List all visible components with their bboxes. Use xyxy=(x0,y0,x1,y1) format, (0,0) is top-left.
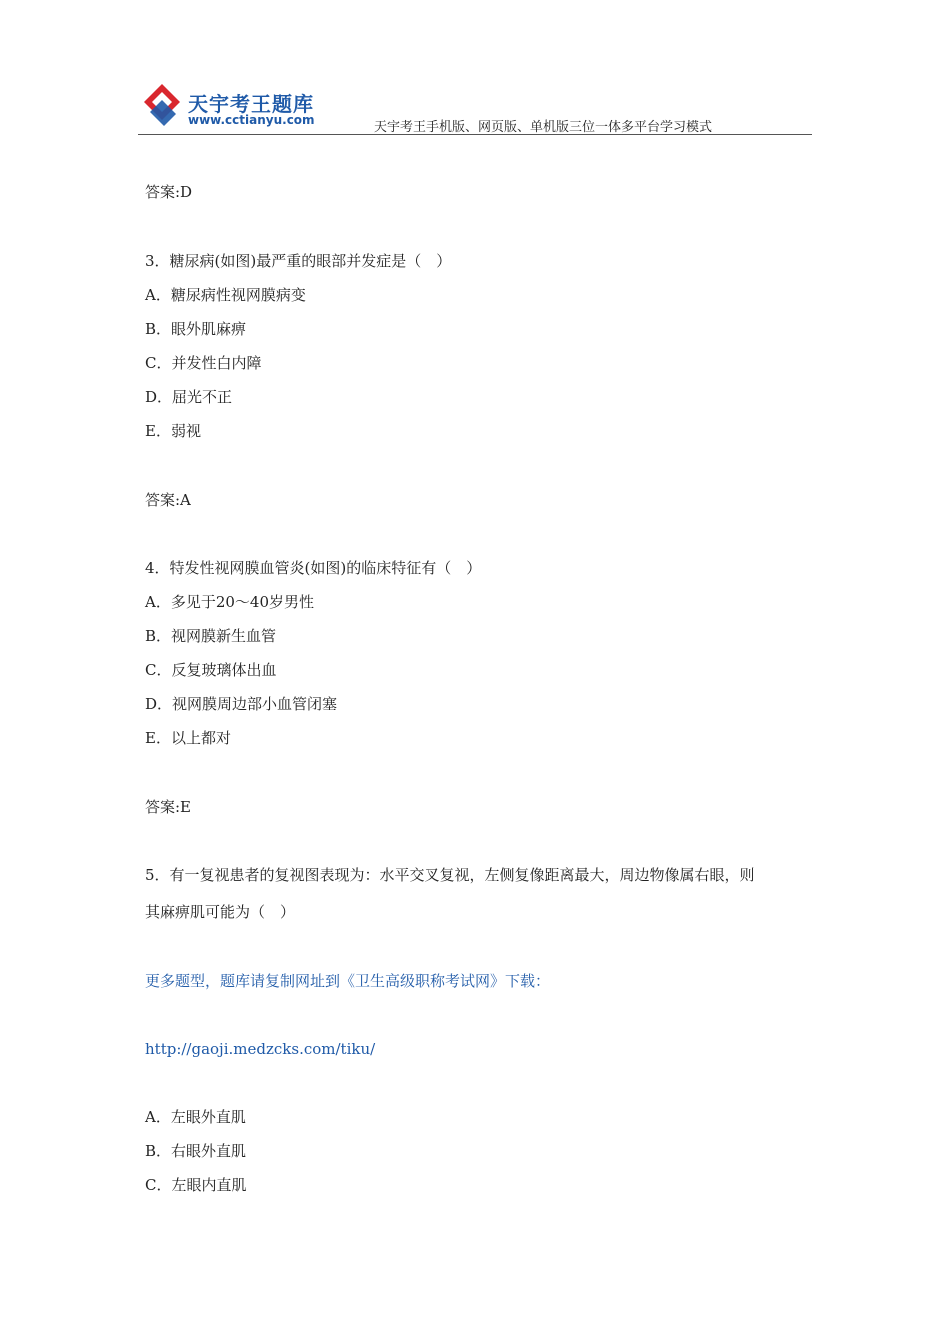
logo-url: www.cctianyu.com xyxy=(188,113,315,127)
q4-option-c: C．反复玻璃体出血 xyxy=(145,661,277,679)
q3-option-d: D．屈光不正 xyxy=(145,388,233,406)
answer-q4: 答案:E xyxy=(145,798,192,816)
q4-option-a: A．多见于20～40岁男性 xyxy=(145,593,315,611)
logo-icon xyxy=(142,82,182,128)
promo-text: 更多题型，题库请复制网址到《卫生高级职称考试网》下载： xyxy=(145,972,551,990)
q4-option-b: B．视网膜新生血管 xyxy=(145,627,277,645)
question-3-stem: 3．糖尿病(如图)最严重的眼部并发症是（ ） xyxy=(145,252,452,270)
q3-option-a: A．糖尿病性视网膜病变 xyxy=(145,286,306,304)
logo-title: 天宇考王题库 xyxy=(188,92,314,116)
q5-option-a: A．左眼外直肌 xyxy=(145,1108,246,1126)
question-5-stem-line2: 其麻痹肌可能为（ ） xyxy=(145,903,296,921)
q4-option-e: E．以上都对 xyxy=(145,729,231,747)
header-tagline: 天宇考王手机版、网页版、单机版三位一体多平台学习模式 xyxy=(374,120,713,135)
q5-option-c: C．左眼内直肌 xyxy=(145,1176,247,1194)
answer-q2: 答案:D xyxy=(145,183,193,201)
download-link[interactable]: http://gaoji.medzcks.com/tiku/ xyxy=(145,1040,376,1058)
q3-option-b: B．眼外肌麻痹 xyxy=(145,320,247,338)
page-header xyxy=(138,78,812,135)
q3-option-c: C．并发性白内障 xyxy=(145,354,262,372)
answer-q3: 答案:A xyxy=(145,491,191,509)
q3-option-e: E．弱视 xyxy=(145,422,201,440)
q4-option-d: D．视网膜周边部小血管闭塞 xyxy=(145,695,338,713)
question-5-stem-line1: 5．有一复视患者的复视图表现为：水平交叉复视，左侧复像距离最大，周边物像属右眼，则 xyxy=(145,866,755,884)
q5-option-b: B．右眼外直肌 xyxy=(145,1142,247,1160)
question-4-stem: 4．特发性视网膜血管炎(如图)的临床特征有（ ） xyxy=(145,559,482,577)
